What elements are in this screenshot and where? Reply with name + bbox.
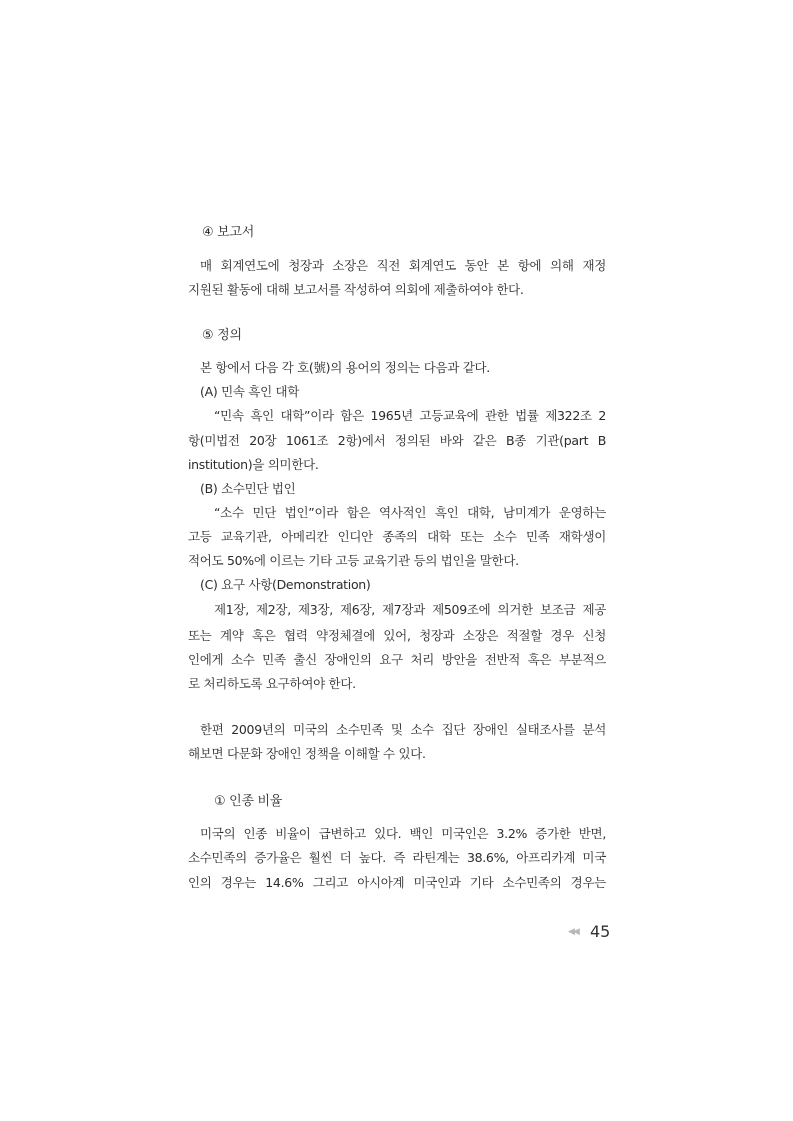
definition-b-line-3: 적어도 50%에 이르는 기타 고등 교육기관 등의 법인을 말한다.: [188, 553, 519, 568]
definition-a-title: (A) 민속 흑인 대학: [200, 384, 300, 399]
definition-a-line-3: institution)을 의미한다.: [188, 457, 319, 472]
definition-c-line-3: 인에게 소수 민족 출신 장애인의 요구 처리 방안을 전반적 혹은 부분적으: [188, 652, 606, 667]
summary-line-2: 해보면 다문화 장애인 정책을 이해할 수 있다.: [188, 746, 426, 761]
definition-c-line-2: 또는 계약 혹은 협력 약정체결에 있어, 청장과 소장은 적절할 경우 신청: [188, 628, 606, 643]
definition-b-line-2: 고등 교육기관, 아메리칸 인디안 종족의 대학 또는 소수 민족 재학생이: [188, 529, 606, 544]
definition-a-line-2: 항(미법전 20장 1061조 2항)에서 정의된 바와 같은 B종 기관(part B: [188, 433, 606, 448]
definition-c-line-1: 제1장, 제2장, 제3장, 제6장, 제7장과 제509조에 의거한 보조금 제공: [214, 602, 606, 617]
race-ratio-line-3: 인의 경우는 14.6% 그리고 아시아계 미국인과 기타 소수민족의 경우는: [188, 875, 606, 890]
report-line-1: 매 회계연도에 청장과 소장은 직전 회계연도 동안 본 항에 의해 재정: [200, 258, 606, 273]
race-ratio-line-2: 소수민족의 증가율은 훨씬 더 높다. 즉 라틴계는 38.6%, 아프리카계 미국: [188, 850, 606, 865]
section-heading-report: ④ 보고서: [202, 225, 254, 240]
definition-c-title: (C) 요구 사항(Demonstration): [200, 577, 371, 592]
definition-b-line-1: “소수 민단 법인”이라 함은 역사적인 흑인 대학, 남미계가 운영하는: [214, 505, 606, 520]
definition-a-line-1: “민속 흑인 대학”이라 함은 1965년 고등교육에 관한 법률 제322조 2: [214, 408, 606, 423]
race-ratio-line-1: 미국의 인종 비율이 급변하고 있다. 백인 미국인은 3.2% 증가한 반면,: [200, 826, 606, 841]
summary-line-1: 한편 2009년의 미국의 소수민족 및 소수 집단 장애인 실태조사를 분석: [200, 722, 606, 737]
page-number: 45: [590, 922, 611, 941]
report-line-2: 지원된 활동에 대해 보고서를 작성하여 의회에 제출하여야 한다.: [188, 282, 524, 297]
page-footer: [560, 922, 610, 944]
double-left-arrow-icon: ◀◀: [568, 927, 578, 937]
definition-c-line-4: 로 처리하도록 요구하여야 한다.: [188, 676, 356, 691]
section-heading-definitions: ⑤ 정의: [202, 328, 242, 343]
definition-b-title: (B) 소수민단 법인: [200, 481, 296, 496]
definitions-intro: 본 항에서 다음 각 호(號)의 용어의 정의는 다음과 같다.: [200, 360, 490, 375]
section-heading-race-ratio: ① 인종 비율: [214, 794, 283, 809]
